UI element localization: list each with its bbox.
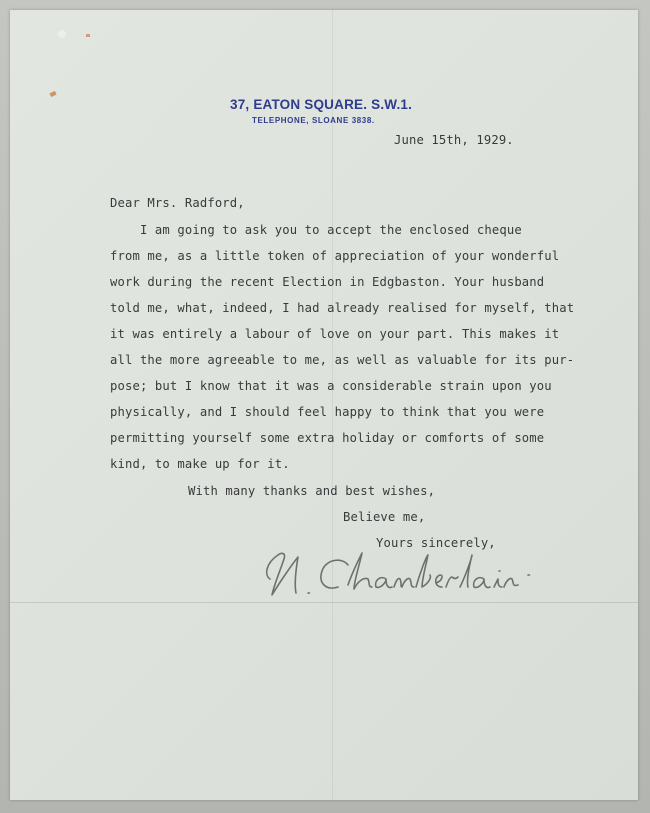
body-line: told me, what, indeed, I had already realised for myself, that xyxy=(110,301,575,315)
letterhead-address: 37, EATON SQUARE. S.W.1. xyxy=(230,97,413,112)
handwritten-signature xyxy=(256,545,556,605)
closing-yours-sincerely: Yours sincerely, xyxy=(376,536,496,550)
body-line: I am going to ask you to accept the enclosed cheque xyxy=(110,223,522,237)
body-line: kind, to make up for it. xyxy=(110,457,290,471)
letterhead-telephone: TELEPHONE, SLOANE 3838. xyxy=(252,116,375,125)
body-line: pose; but I know that it was a considerable strain upon you xyxy=(110,379,552,393)
salutation: Dear Mrs. Radford, xyxy=(110,196,245,210)
body-line: it was entirely a labour of love on your part. This makes it xyxy=(110,327,560,341)
body-line: permitting yourself some extra holiday or comforts of some xyxy=(110,431,545,445)
closing-believe-me: Believe me, xyxy=(343,510,426,524)
letter-date: June 15th, 1929. xyxy=(394,133,514,147)
body-line: physically, and I should feel happy to think that you were xyxy=(110,405,545,419)
body-line: work during the recent Election in Edgbaston. Your husband xyxy=(110,275,545,289)
letterhead xyxy=(222,97,422,125)
closing-wishes: With many thanks and best wishes, xyxy=(188,484,436,498)
paper-stain xyxy=(86,34,90,37)
paper-stain xyxy=(49,91,56,97)
body-line: all the more agreeable to me, as well as valuable for its pur- xyxy=(110,353,575,367)
body-line: from me, as a little token of appreciation of your wonderful xyxy=(110,249,560,263)
paper-blemish xyxy=(58,30,66,38)
